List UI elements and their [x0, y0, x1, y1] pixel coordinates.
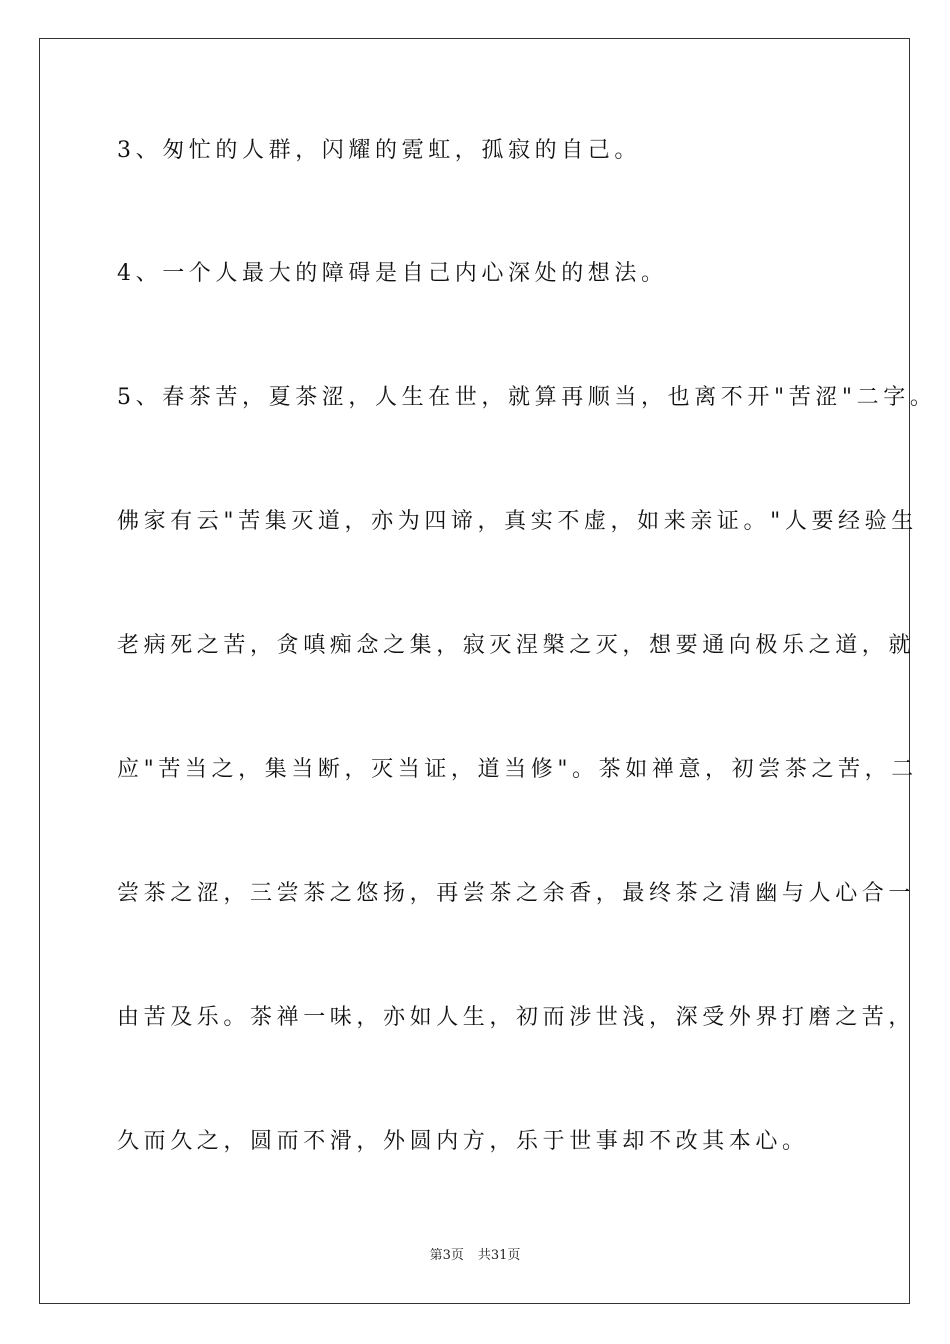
text-line-1: 3、匆忙的人群，闪耀的霓虹，孤寂的自己。 [117, 138, 641, 163]
page-footer [0, 1247, 950, 1265]
text-line-9: 久而久之，圆而不滑，外圆内方，乐于世事却不改其本心。 [117, 1129, 809, 1154]
text-line-5: 老病死之苦，贪嗔痴念之集，寂灭涅槃之灭，想要通向极乐之道，就 [117, 633, 916, 658]
page-number: 第3页 [429, 1248, 464, 1263]
text-line-8: 由苦及乐。茶禅一味，亦如人生，初而涉世浅，深受外界打磨之苦， [117, 1005, 916, 1030]
total-pages: 共31页 [477, 1248, 521, 1263]
page-border [39, 38, 910, 1304]
text-line-7: 尝茶之涩，三尝茶之悠扬，再尝茶之余香，最终茶之清幽与人心合一 [117, 881, 916, 906]
text-line-4: 佛家有云"苦集灭道，亦为四谛，真实不虚，如来亲证。"人要经验生 [117, 509, 918, 534]
text-line-2: 4、一个人最大的障碍是自己内心深处的想法。 [117, 261, 668, 286]
text-line-3: 5、春茶苦，夏茶涩，人生在世，就算再顺当，也离不开"苦涩"二字。 [117, 385, 937, 410]
text-line-6: 应"苦当之，集当断，灭当证，道当修"。茶如禅意，初尝茶之苦，二 [117, 757, 918, 782]
